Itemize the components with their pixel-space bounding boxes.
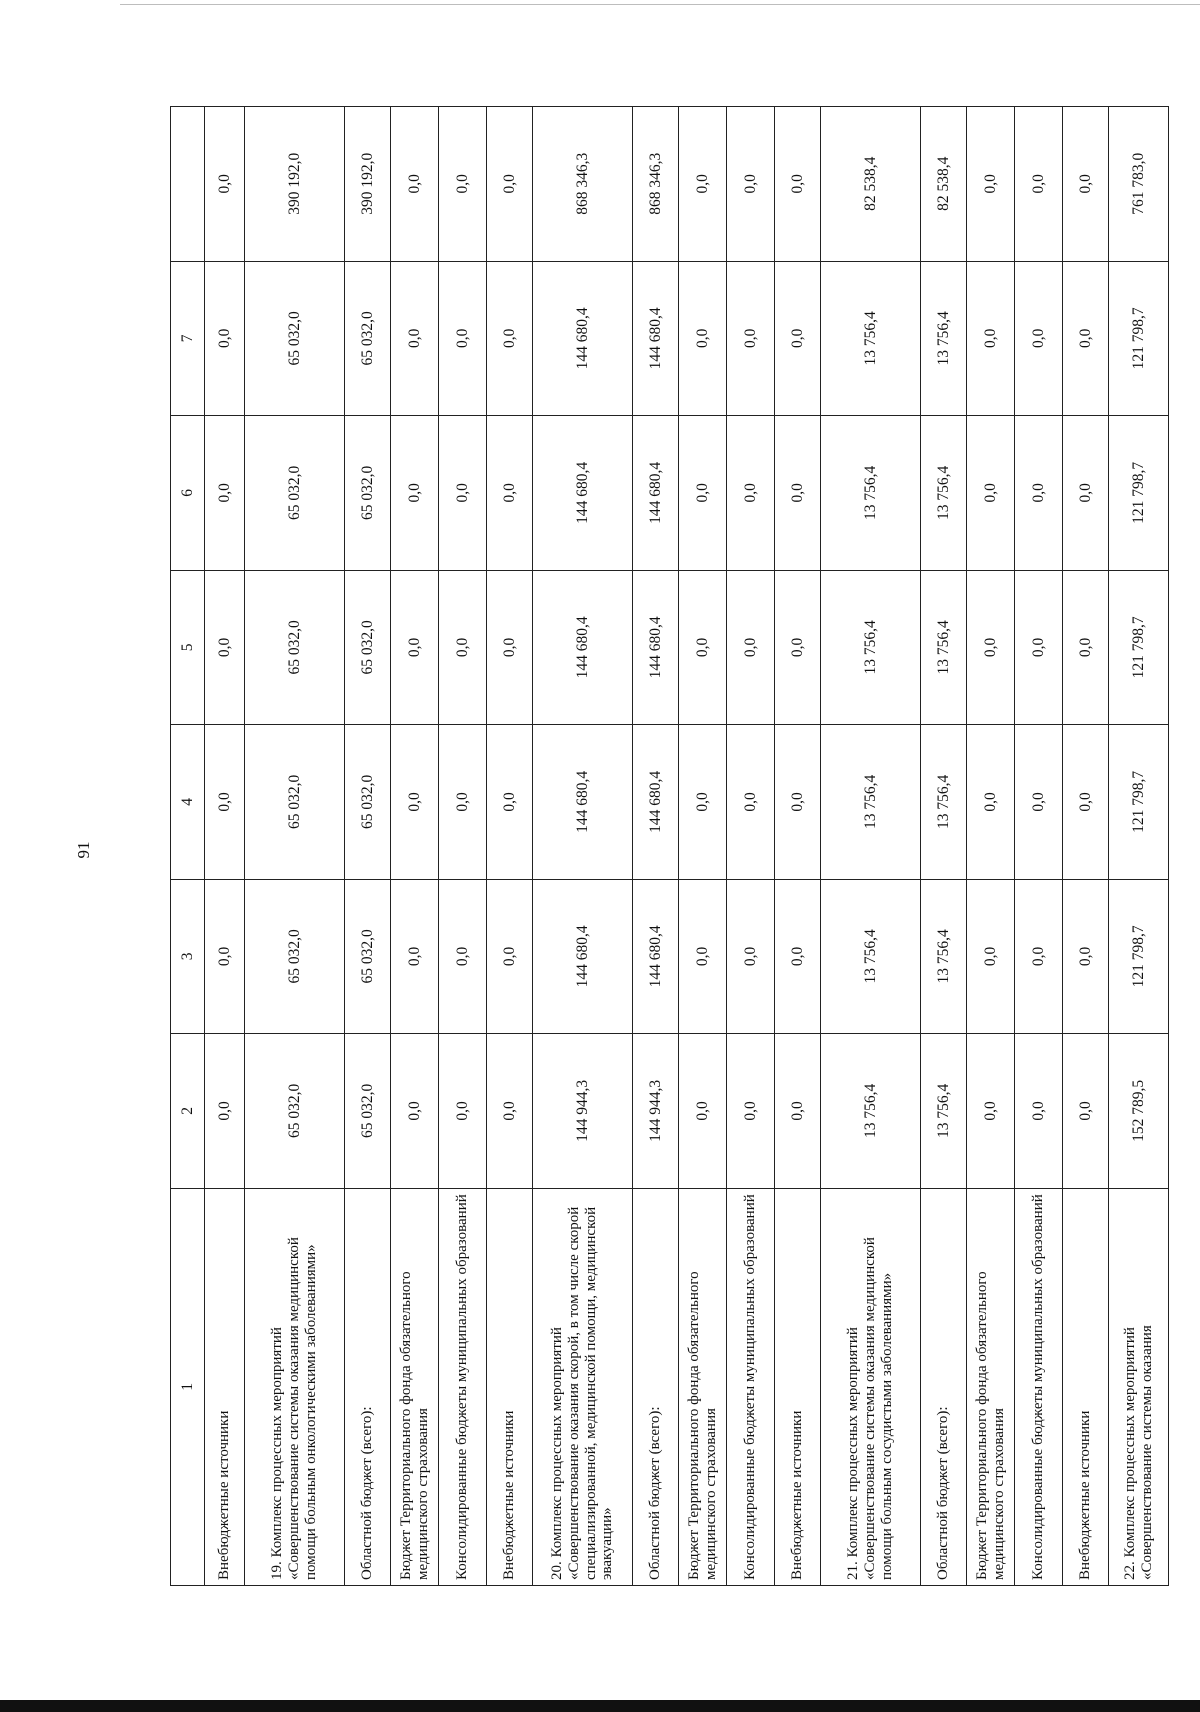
value-cell: 868 346,3 bbox=[633, 107, 679, 262]
table-row bbox=[633, 107, 679, 1586]
value-cell: 0,0 bbox=[679, 570, 727, 725]
value-cell: 0,0 bbox=[391, 416, 439, 571]
value-cell: 0,0 bbox=[439, 725, 487, 880]
table-row bbox=[205, 107, 245, 1586]
row-label: Областной бюджет (всего): bbox=[633, 1188, 679, 1585]
value-cell: 0,0 bbox=[967, 570, 1015, 725]
value-cell: 13 756,4 bbox=[821, 416, 921, 571]
value-cell: 0,0 bbox=[967, 879, 1015, 1034]
table-row bbox=[821, 107, 921, 1586]
value-cell: 0,0 bbox=[679, 416, 727, 571]
value-cell: 0,0 bbox=[967, 725, 1015, 880]
value-cell: 0,0 bbox=[775, 879, 821, 1034]
row-label: 22. Комплекс процессных мероприятий «Совершенствование системы оказания bbox=[1109, 1188, 1169, 1585]
row-label: Внебюджетные источники bbox=[205, 1188, 245, 1585]
value-cell: 144 680,4 bbox=[533, 725, 633, 880]
table-row bbox=[1109, 107, 1169, 1586]
value-cell: 0,0 bbox=[775, 261, 821, 416]
value-cell: 0,0 bbox=[727, 570, 775, 725]
table-row bbox=[679, 107, 727, 1586]
value-cell: 0,0 bbox=[775, 416, 821, 571]
value-cell: 0,0 bbox=[487, 416, 533, 571]
table-row bbox=[727, 107, 775, 1586]
table-row bbox=[245, 107, 345, 1586]
value-cell: 0,0 bbox=[1063, 261, 1109, 416]
value-cell: 0,0 bbox=[1063, 416, 1109, 571]
value-cell: 65 032,0 bbox=[345, 261, 391, 416]
table-row bbox=[967, 107, 1015, 1586]
value-cell: 0,0 bbox=[439, 879, 487, 1034]
row-label: Внебюджетные источники bbox=[487, 1188, 533, 1585]
value-cell: 13 756,4 bbox=[921, 725, 967, 880]
value-cell: 0,0 bbox=[775, 1034, 821, 1189]
value-cell: 13 756,4 bbox=[921, 416, 967, 571]
value-cell: 761 783,0 bbox=[1109, 107, 1169, 262]
value-cell: 0,0 bbox=[487, 879, 533, 1034]
value-cell: 0,0 bbox=[1015, 570, 1063, 725]
table-row bbox=[775, 107, 821, 1586]
header-cell: 4 bbox=[171, 725, 205, 880]
value-cell: 13 756,4 bbox=[921, 570, 967, 725]
value-cell: 0,0 bbox=[439, 570, 487, 725]
table-row bbox=[487, 107, 533, 1586]
value-cell: 0,0 bbox=[679, 725, 727, 880]
value-cell: 144 944,3 bbox=[633, 1034, 679, 1189]
table-row bbox=[1063, 107, 1109, 1586]
value-cell: 0,0 bbox=[679, 107, 727, 262]
value-cell: 121 798,7 bbox=[1109, 261, 1169, 416]
value-cell: 65 032,0 bbox=[245, 416, 345, 571]
value-cell: 0,0 bbox=[1063, 879, 1109, 1034]
value-cell: 0,0 bbox=[1015, 1034, 1063, 1189]
value-cell: 0,0 bbox=[1015, 416, 1063, 571]
row-label: Консолидированные бюджеты муниципальных образований bbox=[727, 1188, 775, 1585]
value-cell: 0,0 bbox=[1063, 570, 1109, 725]
value-cell: 13 756,4 bbox=[921, 1034, 967, 1189]
value-cell: 144 680,4 bbox=[533, 570, 633, 725]
value-cell: 0,0 bbox=[439, 107, 487, 262]
value-cell: 152 789,5 bbox=[1109, 1034, 1169, 1189]
value-cell: 0,0 bbox=[391, 879, 439, 1034]
value-cell: 0,0 bbox=[727, 725, 775, 880]
value-cell: 13 756,4 bbox=[821, 725, 921, 880]
value-cell: 0,0 bbox=[487, 107, 533, 262]
value-cell: 0,0 bbox=[1015, 261, 1063, 416]
value-cell: 82 538,4 bbox=[921, 107, 967, 262]
value-cell: 144 680,4 bbox=[533, 416, 633, 571]
value-cell: 144 680,4 bbox=[533, 261, 633, 416]
value-cell: 65 032,0 bbox=[245, 570, 345, 725]
value-cell: 65 032,0 bbox=[245, 725, 345, 880]
header-row bbox=[171, 107, 205, 1586]
budget-table-body bbox=[171, 107, 1169, 1586]
table-row bbox=[921, 107, 967, 1586]
value-cell: 65 032,0 bbox=[345, 879, 391, 1034]
value-cell: 0,0 bbox=[1015, 725, 1063, 880]
row-label: Бюджет Территориального фонда обязательного медицинского страхования bbox=[391, 1188, 439, 1585]
value-cell: 0,0 bbox=[487, 570, 533, 725]
table-row bbox=[533, 107, 633, 1586]
value-cell: 0,0 bbox=[205, 725, 245, 880]
value-cell: 144 680,4 bbox=[633, 879, 679, 1034]
row-label: Областной бюджет (всего): bbox=[345, 1188, 391, 1585]
row-label: 19. Комплекс процессных мероприятий «Совершенствование системы оказания медицинской помощи больным онкологическими заболеваниями» bbox=[245, 1188, 345, 1585]
value-cell: 0,0 bbox=[775, 570, 821, 725]
value-cell: 13 756,4 bbox=[921, 879, 967, 1034]
value-cell: 0,0 bbox=[967, 416, 1015, 571]
header-cell: 6 bbox=[171, 416, 205, 571]
value-cell: 144 680,4 bbox=[633, 725, 679, 880]
value-cell: 0,0 bbox=[487, 725, 533, 880]
value-cell: 0,0 bbox=[439, 1034, 487, 1189]
value-cell: 0,0 bbox=[1063, 107, 1109, 262]
value-cell: 13 756,4 bbox=[821, 570, 921, 725]
value-cell: 0,0 bbox=[727, 1034, 775, 1189]
value-cell: 0,0 bbox=[205, 261, 245, 416]
value-cell: 144 680,4 bbox=[633, 261, 679, 416]
value-cell: 0,0 bbox=[1015, 879, 1063, 1034]
value-cell: 13 756,4 bbox=[921, 261, 967, 416]
value-cell: 13 756,4 bbox=[821, 1034, 921, 1189]
value-cell: 0,0 bbox=[967, 107, 1015, 262]
value-cell: 0,0 bbox=[679, 261, 727, 416]
value-cell: 0,0 bbox=[1063, 1034, 1109, 1189]
value-cell: 0,0 bbox=[391, 107, 439, 262]
value-cell: 65 032,0 bbox=[245, 1034, 345, 1189]
value-cell: 0,0 bbox=[727, 261, 775, 416]
table-row bbox=[439, 107, 487, 1586]
value-cell: 0,0 bbox=[967, 1034, 1015, 1189]
header-cell: 3 bbox=[171, 879, 205, 1034]
value-cell: 121 798,7 bbox=[1109, 570, 1169, 725]
row-label: Внебюджетные источники bbox=[775, 1188, 821, 1585]
value-cell: 144 680,4 bbox=[533, 879, 633, 1034]
value-cell: 0,0 bbox=[205, 570, 245, 725]
value-cell: 65 032,0 bbox=[345, 570, 391, 725]
table-row bbox=[391, 107, 439, 1586]
value-cell: 82 538,4 bbox=[821, 107, 921, 262]
value-cell: 0,0 bbox=[391, 725, 439, 880]
value-cell: 390 192,0 bbox=[245, 107, 345, 262]
value-cell: 65 032,0 bbox=[345, 1034, 391, 1189]
value-cell: 0,0 bbox=[775, 107, 821, 262]
value-cell: 0,0 bbox=[487, 1034, 533, 1189]
budget-table bbox=[170, 106, 1169, 1586]
value-cell: 0,0 bbox=[679, 1034, 727, 1189]
row-label: Внебюджетные источники bbox=[1063, 1188, 1109, 1585]
value-cell: 0,0 bbox=[727, 107, 775, 262]
row-label: Бюджет Территориального фонда обязательного медицинского страхования bbox=[967, 1188, 1015, 1585]
value-cell: 0,0 bbox=[727, 416, 775, 571]
value-cell: 121 798,7 bbox=[1109, 725, 1169, 880]
value-cell: 144 680,4 bbox=[633, 416, 679, 571]
value-cell: 0,0 bbox=[487, 261, 533, 416]
value-cell: 65 032,0 bbox=[345, 416, 391, 571]
value-cell: 0,0 bbox=[205, 1034, 245, 1189]
page-number: 91 bbox=[74, 841, 93, 859]
value-cell: 0,0 bbox=[205, 107, 245, 262]
row-label: Консолидированные бюджеты муниципальных образований bbox=[1015, 1188, 1063, 1585]
value-cell: 0,0 bbox=[679, 879, 727, 1034]
row-label: Бюджет Территориального фонда обязательного медицинского страхования bbox=[679, 1188, 727, 1585]
value-cell: 65 032,0 bbox=[245, 261, 345, 416]
header-cell: 7 bbox=[171, 261, 205, 416]
row-label: 21. Комплекс процессных мероприятий «Совершенствование системы оказания медицинской помощи больным сосудистыми заболеваниями» bbox=[821, 1188, 921, 1585]
value-cell: 0,0 bbox=[439, 261, 487, 416]
value-cell: 144 680,4 bbox=[633, 570, 679, 725]
scan-bottom-bar bbox=[0, 1700, 1200, 1712]
value-cell: 0,0 bbox=[1015, 107, 1063, 262]
value-cell: 0,0 bbox=[391, 1034, 439, 1189]
header-cell: 1 bbox=[171, 1188, 205, 1585]
header-cell: 2 bbox=[171, 1034, 205, 1189]
value-cell: 0,0 bbox=[775, 725, 821, 880]
rotated-table-container bbox=[170, 106, 1155, 1586]
header-cell: 5 bbox=[171, 570, 205, 725]
value-cell: 0,0 bbox=[205, 416, 245, 571]
value-cell: 0,0 bbox=[439, 416, 487, 571]
value-cell: 390 192,0 bbox=[345, 107, 391, 262]
value-cell: 65 032,0 bbox=[345, 725, 391, 880]
value-cell: 0,0 bbox=[205, 879, 245, 1034]
row-label: 20. Комплекс процессных мероприятий «Совершенствование оказания скорой, в том числе скорой специализированной, медицинской помощи, медицинской эвакуации» bbox=[533, 1188, 633, 1585]
value-cell: 0,0 bbox=[391, 570, 439, 725]
value-cell: 0,0 bbox=[1063, 725, 1109, 880]
row-label: Областной бюджет (всего): bbox=[921, 1188, 967, 1585]
value-cell: 144 944,3 bbox=[533, 1034, 633, 1189]
value-cell: 0,0 bbox=[727, 879, 775, 1034]
value-cell: 121 798,7 bbox=[1109, 879, 1169, 1034]
row-label: Консолидированные бюджеты муниципальных образований bbox=[439, 1188, 487, 1585]
value-cell: 121 798,7 bbox=[1109, 416, 1169, 571]
value-cell: 13 756,4 bbox=[821, 261, 921, 416]
value-cell: 13 756,4 bbox=[821, 879, 921, 1034]
value-cell: 0,0 bbox=[391, 261, 439, 416]
table-row bbox=[345, 107, 391, 1586]
table-row bbox=[1015, 107, 1063, 1586]
top-border-line bbox=[120, 4, 1200, 5]
value-cell: 0,0 bbox=[967, 261, 1015, 416]
header-cell bbox=[171, 107, 205, 262]
value-cell: 868 346,3 bbox=[533, 107, 633, 262]
value-cell: 65 032,0 bbox=[245, 879, 345, 1034]
